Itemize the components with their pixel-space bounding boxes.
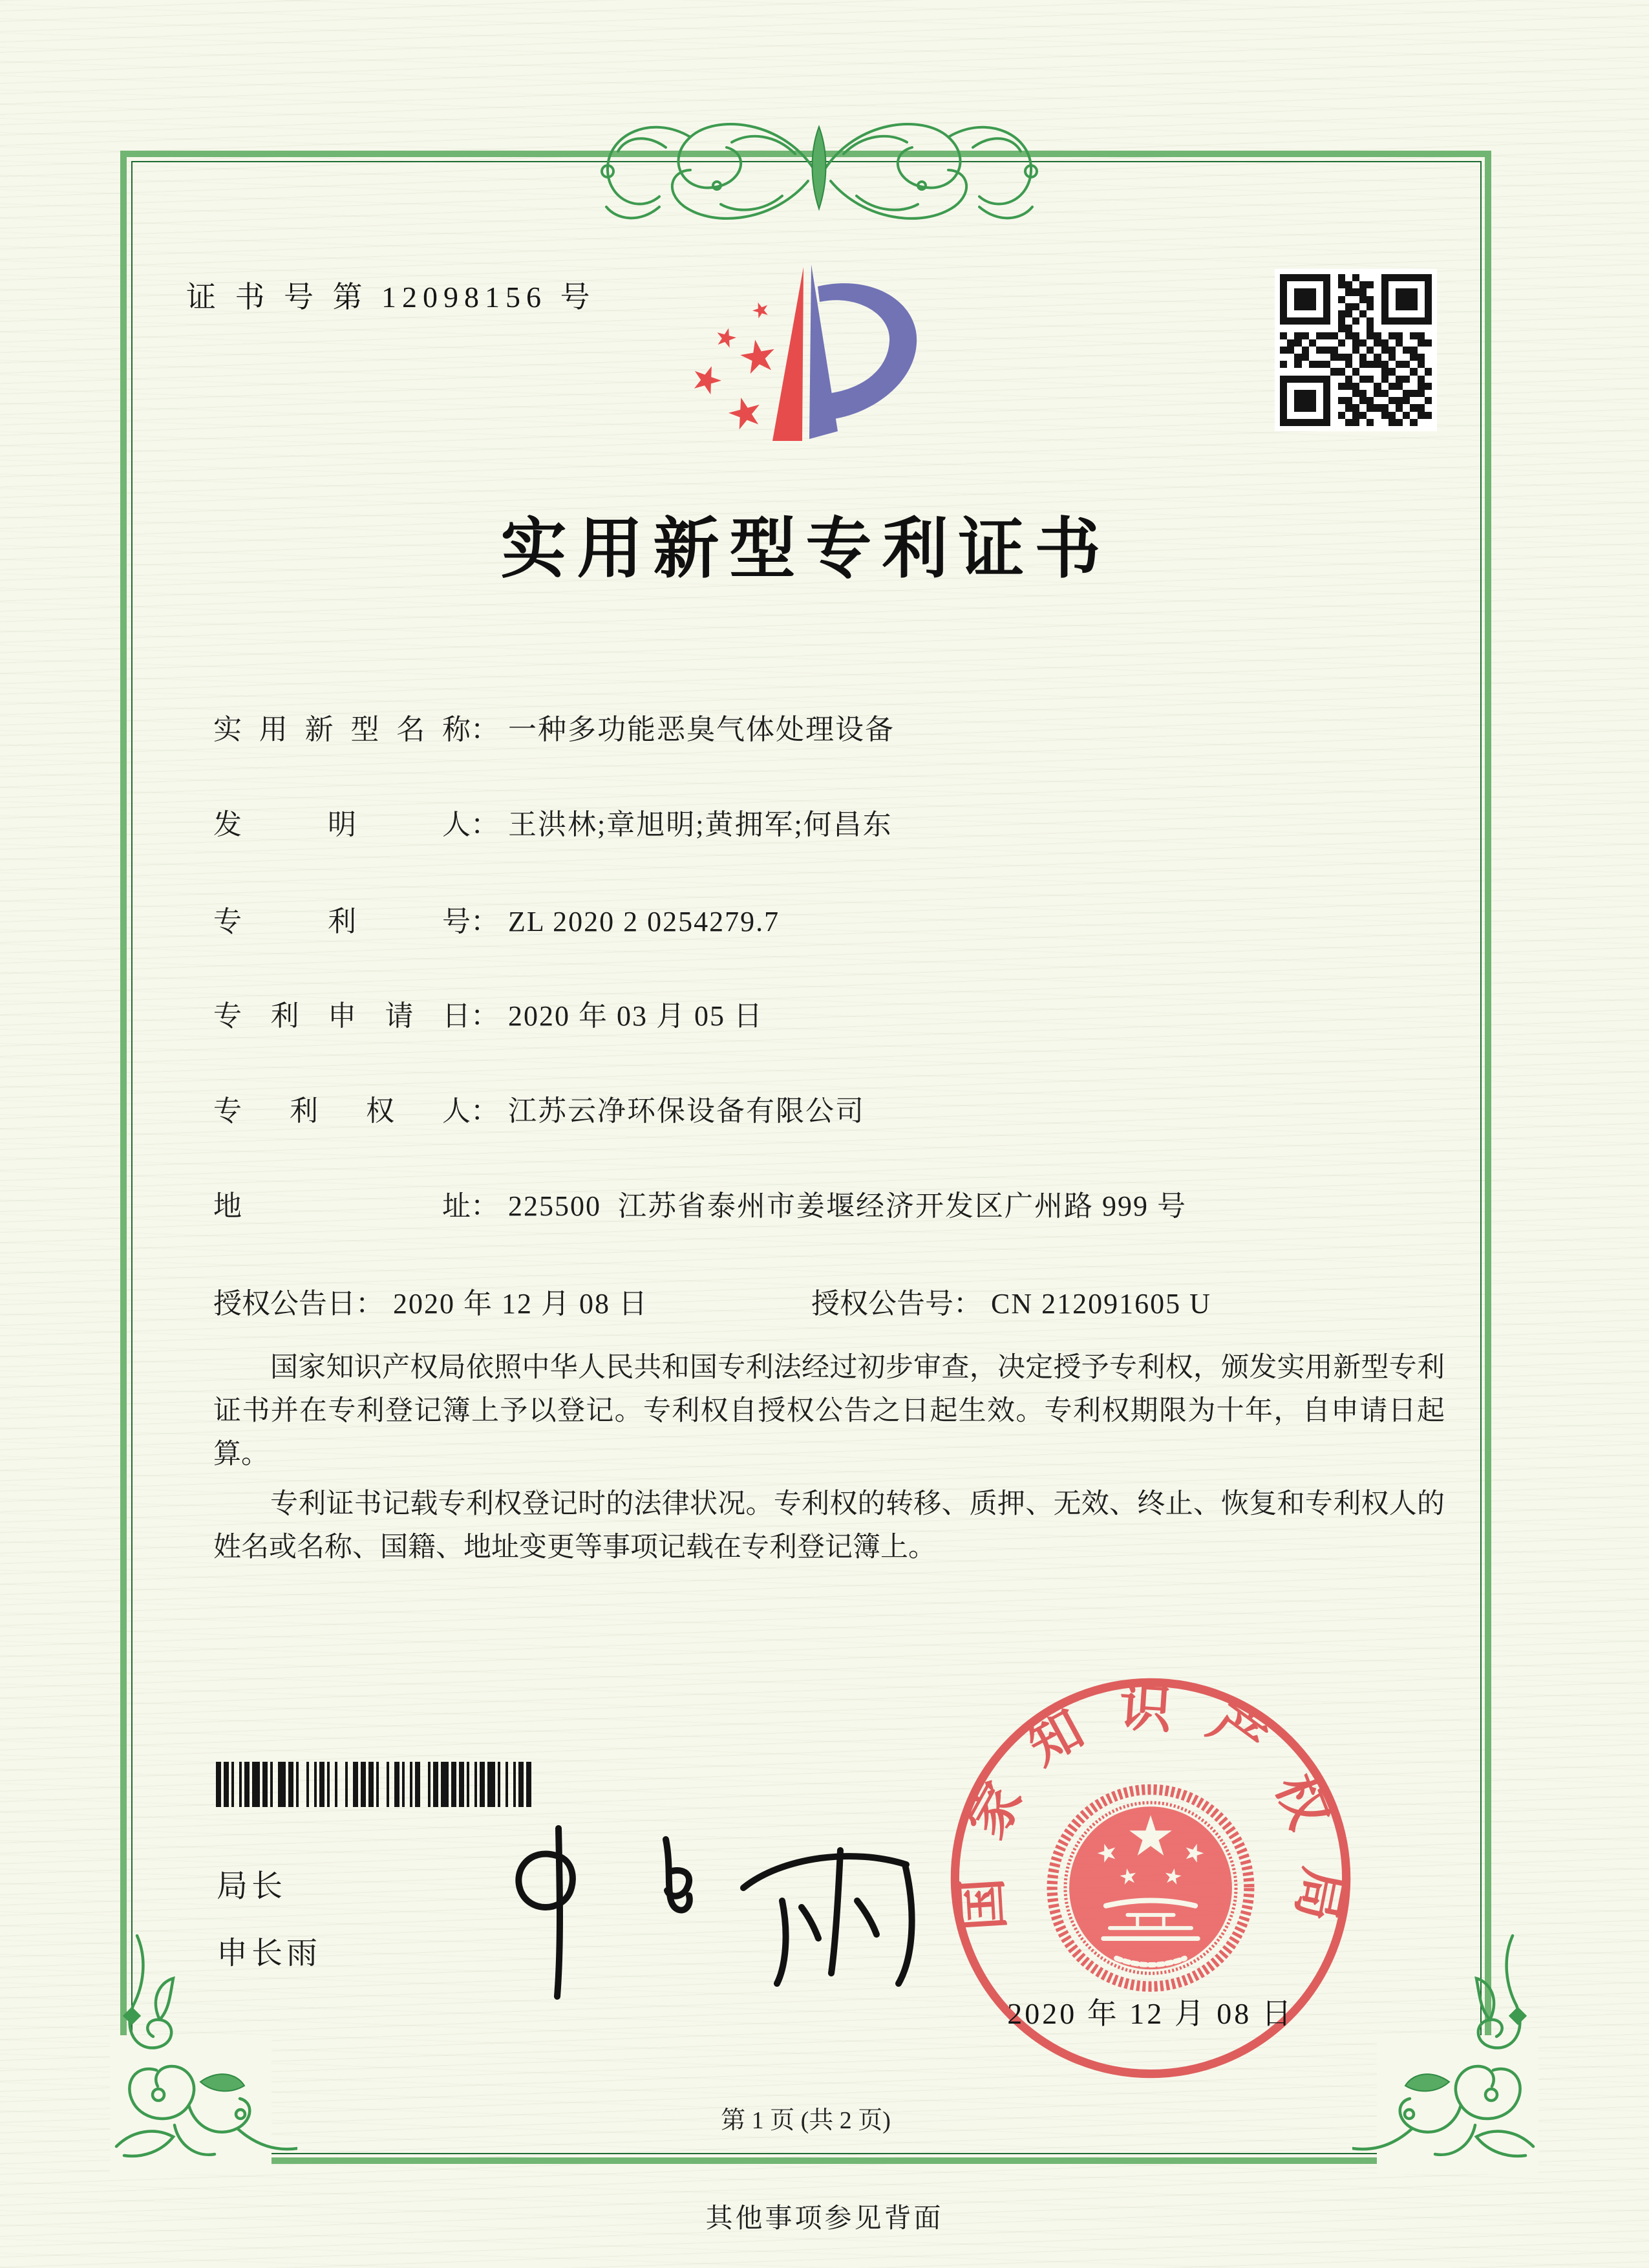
grant-date-label: 授权公告日 (213, 1288, 356, 1320)
field-row-patentee (213, 1087, 1454, 1129)
cnipa-patent-logo-icon (679, 255, 931, 456)
field-row-filing-date (213, 992, 1454, 1034)
grant-number-value: CN 212091605 U (991, 1288, 1211, 1320)
field-label: 发明人 (213, 809, 471, 840)
field-colon: ： (471, 714, 499, 745)
field-label: 实用新型名称 (213, 714, 471, 745)
field-row-inventors (213, 801, 1454, 842)
field-label: 专利号 (213, 906, 471, 937)
field-colon: ： (356, 1288, 384, 1320)
svg-text:国家知识产权局: 国家知识产权局 (951, 1678, 1353, 1958)
grant-number-label: 授权公告号 (811, 1288, 953, 1320)
field-row-patent-number (213, 898, 1454, 939)
field-row-name (213, 706, 1454, 747)
field-label: 地址 (213, 1190, 471, 1222)
field-colon: ： (471, 1190, 499, 1222)
field-row-grant (213, 1280, 1454, 1321)
field-label: 专利申请日 (213, 1000, 471, 1032)
national-emblem-icon (1052, 1790, 1250, 1987)
field-value: 2020 年 03 月 05 日 (508, 1000, 763, 1032)
back-note: 其他事项参见背面 (705, 2204, 944, 2234)
legal-paragraph-1: 国家知识产权局依照中华人民共和国专利法经过初步审查，决定授予专利权，颁发实用新型专利证书并在专利登记簿上予以登记。专利权自授权公告之日起生效。专利权期限为十年，自申请日起算。 (213, 1353, 1445, 1470)
field-value: 225500 江苏省泰州市姜堰经济开发区广州路 999 号 (508, 1190, 1187, 1222)
field-label: 专利权人 (213, 1095, 471, 1127)
page-number: 第 1 页 (共 2 页) (721, 2107, 891, 2134)
seal-date: 2020 年 12 月 08 日 (1007, 1997, 1294, 2030)
certificate-number: 证 书 号 第 12098156 号 (186, 281, 596, 314)
page-title: 实用新型专利证书 (500, 513, 1111, 586)
legal-paragraph-2: 专利证书记载专利权登记时的法律状况。专利权的转移、质押、无效、终止、恢复和专利权人的姓名或名称、国籍、地址变更等事项记载在专利登记簿上。 (213, 1489, 1445, 1563)
top-border-ornament (585, 109, 1054, 267)
field-value: 王洪林;章旭明;黄拥军;何昌东 (508, 809, 893, 840)
field-colon: ： (953, 1288, 982, 1320)
director-title: 局长 (217, 1869, 287, 1903)
bottom-left-corner-ornament (97, 1933, 297, 2174)
field-value: 一种多功能恶臭气体处理设备 (508, 714, 895, 745)
director-signature (478, 1810, 944, 2017)
barcode (216, 1762, 618, 1807)
field-colon: ： (471, 809, 499, 840)
field-colon: ： (471, 1000, 499, 1032)
grant-date-value: 2020 年 12 月 08 日 (393, 1288, 648, 1320)
field-value: 江苏云净环保设备有限公司 (508, 1095, 865, 1127)
field-row-address (213, 1182, 1454, 1224)
qr-code (1275, 269, 1437, 431)
legal-text (213, 1346, 1445, 1576)
field-value: ZL 2020 2 0254279.7 (508, 906, 780, 937)
field-colon: ： (471, 1095, 499, 1127)
bottom-right-corner-ornament (1352, 1933, 1553, 2174)
director-name: 申长雨 (217, 1936, 322, 1971)
field-colon: ： (471, 906, 499, 937)
